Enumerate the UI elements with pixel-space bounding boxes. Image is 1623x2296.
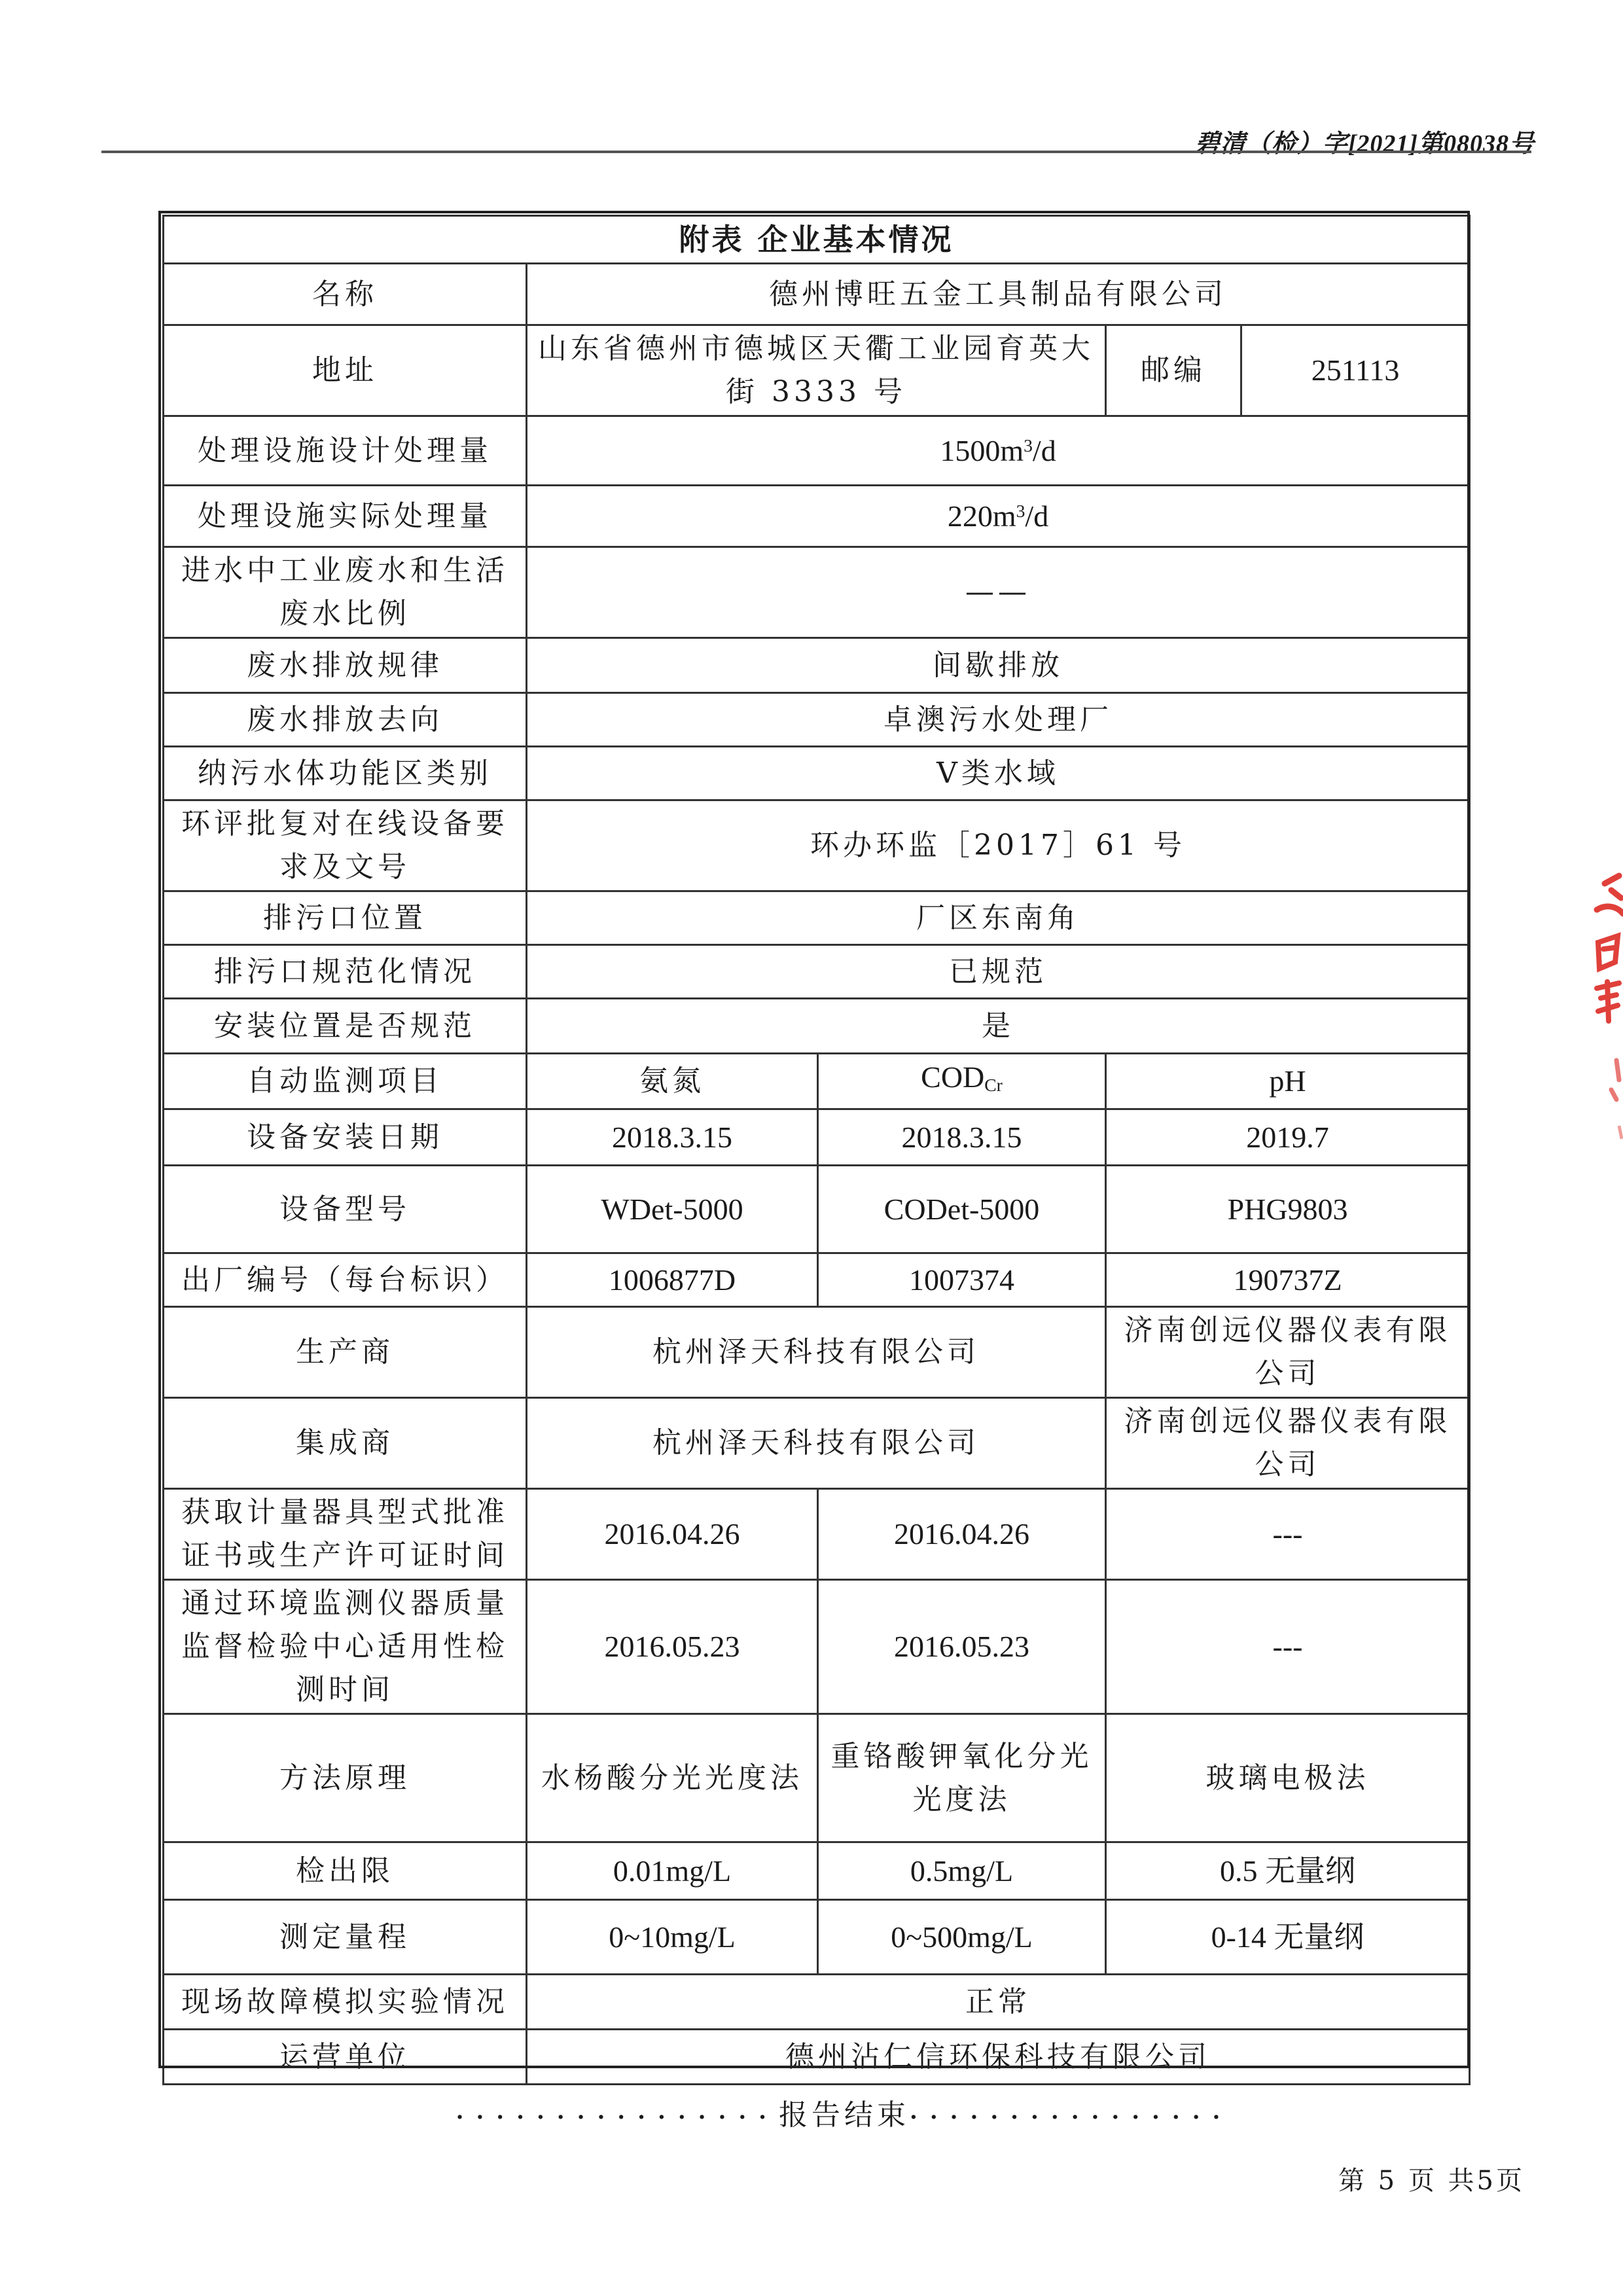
table-row <box>164 1900 1470 1975</box>
table-row <box>164 1109 1470 1166</box>
fault-sim-label: 现场故障模拟实验情况 <box>164 1975 527 2030</box>
table-row <box>164 1714 1470 1842</box>
operator-value: 德州沾仁信环保科技有限公司 <box>527 2030 1470 2085</box>
integrator-value-main: 杭州泽天科技有限公司 <box>527 1398 1106 1489</box>
table-row <box>164 1166 1470 1253</box>
table-row <box>164 693 1470 747</box>
table-row <box>164 1842 1470 1900</box>
range-ph: 0-14 无量纲 <box>1106 1900 1470 1975</box>
table-row <box>164 747 1470 800</box>
discharge-pattern-value: 间歇排放 <box>527 638 1470 693</box>
detection-limit-ammonia: 0.01mg/L <box>527 1842 818 1900</box>
install-standard-label: 安装位置是否规范 <box>164 999 527 1054</box>
postcode-value: 251113 <box>1241 325 1470 416</box>
manufacturer-label: 生产商 <box>164 1307 527 1398</box>
seal-stamp-icon <box>1585 864 1623 1145</box>
integrator-label: 集成商 <box>164 1398 527 1489</box>
address-value: 山东省德州市德城区天衢工业园育英大街 3333 号 <box>527 325 1106 416</box>
table-row <box>164 999 1470 1054</box>
table-row <box>164 800 1470 891</box>
postcode-label: 邮编 <box>1106 325 1241 416</box>
actual-capacity-unit-per-day: /d <box>1025 499 1049 533</box>
qc-date-cod: 2016.05.23 <box>818 1580 1106 1714</box>
discharge-destination-value: 卓澳污水处理厂 <box>527 693 1470 747</box>
report-end-line <box>353 2091 1335 2133</box>
end-dots-right: ················ <box>910 2104 1233 2130</box>
model-cod: CODet-5000 <box>818 1166 1106 1253</box>
table-row <box>164 638 1470 693</box>
method-label: 方法原理 <box>164 1714 527 1842</box>
design-capacity-unit-exponent: 3 <box>1024 435 1033 456</box>
table-row <box>164 891 1470 945</box>
install-standard-value: 是 <box>527 999 1470 1054</box>
install-date-label: 设备安装日期 <box>164 1109 527 1166</box>
operator-label: 运营单位 <box>164 2030 527 2085</box>
name-value: 德州博旺五金工具制品有限公司 <box>527 264 1470 325</box>
install-date-ammonia: 2018.3.15 <box>527 1109 818 1166</box>
design-capacity-label: 处理设施设计处理量 <box>164 416 527 486</box>
actual-capacity-number: 220 <box>947 499 993 533</box>
detection-limit-cod: 0.5mg/L <box>818 1842 1106 1900</box>
manufacturer-value-ph: 济南创远仪器仪表有限公司 <box>1106 1307 1470 1398</box>
qc-date-ph: --- <box>1106 1580 1470 1714</box>
method-cod: 重铬酸钾氧化分光光度法 <box>818 1714 1106 1842</box>
seal-stamp-edge <box>1585 864 1623 1145</box>
report-end-text: 报告结束 <box>779 2098 910 2132</box>
monitor-item-cod <box>818 1054 1106 1109</box>
name-label: 名称 <box>164 264 527 325</box>
table-row <box>164 945 1470 999</box>
address-label: 地址 <box>164 325 527 416</box>
eia-value: 环办环监［2017］61 号 <box>527 800 1470 891</box>
license-date-ammonia: 2016.04.26 <box>527 1489 818 1580</box>
outlet-standard-value: 已规范 <box>527 945 1470 999</box>
manufacturer-value-main: 杭州泽天科技有限公司 <box>527 1307 1106 1398</box>
table-row <box>164 1398 1470 1489</box>
table-row <box>164 547 1470 638</box>
qc-date-ammonia: 2016.05.23 <box>527 1580 818 1714</box>
qc-label: 通过环境监测仪器质量监督检验中心适用性检测时间 <box>164 1580 527 1714</box>
table-row <box>164 1580 1470 1714</box>
page-number: 第 5 页 共5页 <box>1338 2166 1525 2196</box>
header-rule <box>101 151 1531 153</box>
serial-cod: 1007374 <box>818 1253 1106 1307</box>
range-label: 测定量程 <box>164 1900 527 1975</box>
monitor-item-cod-subscript: Cr <box>984 1075 1003 1095</box>
design-capacity-unit-per-day: /d <box>1032 433 1056 467</box>
report-number: 碧清（检）字[2021]第08038号 <box>1194 130 1535 158</box>
model-ammonia: WDet-5000 <box>527 1166 818 1253</box>
design-capacity-unit: m <box>1000 433 1024 467</box>
table-row <box>164 325 1470 416</box>
monitor-item-ammonia: 氨氮 <box>527 1054 818 1109</box>
monitor-items-label: 自动监测项目 <box>164 1054 527 1109</box>
eia-label: 环评批复对在线设备要求及文号 <box>164 800 527 891</box>
fault-sim-value: 正常 <box>527 1975 1470 2030</box>
table-row <box>164 1489 1470 1580</box>
end-dots-left: ················ <box>455 2104 779 2130</box>
table-row <box>164 416 1470 486</box>
outlet-position-label: 排污口位置 <box>164 891 527 945</box>
install-date-cod: 2018.3.15 <box>818 1109 1106 1166</box>
license-date-ph: --- <box>1106 1489 1470 1580</box>
table-row <box>164 1253 1470 1307</box>
actual-capacity-value <box>527 486 1470 547</box>
design-capacity-number: 1500 <box>940 433 1001 467</box>
table-row <box>164 486 1470 547</box>
model-ph: PHG9803 <box>1106 1166 1470 1253</box>
table-row <box>164 2030 1470 2085</box>
enterprise-info-table <box>162 215 1471 2085</box>
table-row <box>164 1054 1470 1109</box>
enterprise-info-table-wrapper <box>162 215 1469 2073</box>
table-title: 附表 企业基本情况 <box>164 216 1470 264</box>
serial-ph: 190737Z <box>1106 1253 1470 1307</box>
actual-capacity-label: 处理设施实际处理量 <box>164 486 527 547</box>
outlet-standard-label: 排污口规范化情况 <box>164 945 527 999</box>
range-cod: 0~500mg/L <box>818 1900 1106 1975</box>
license-date-cod: 2016.04.26 <box>818 1489 1106 1580</box>
serial-label: 出厂编号（每台标识） <box>164 1253 527 1307</box>
table-row <box>164 264 1470 325</box>
table-row <box>164 1307 1470 1398</box>
table-row <box>164 1975 1470 2030</box>
integrator-value-ph: 济南创远仪器仪表有限公司 <box>1106 1398 1470 1489</box>
design-capacity-value <box>527 416 1470 486</box>
range-ammonia: 0~10mg/L <box>527 1900 818 1975</box>
detection-limit-ph: 0.5 无量纲 <box>1106 1842 1470 1900</box>
method-ph: 玻璃电极法 <box>1106 1714 1470 1842</box>
actual-capacity-unit-exponent: 3 <box>1016 500 1026 521</box>
ratio-value: —— <box>527 547 1470 638</box>
monitor-item-cod-text: COD <box>921 1060 985 1094</box>
water-class-value: Ⅴ类水域 <box>527 747 1470 800</box>
discharge-pattern-label: 废水排放规律 <box>164 638 527 693</box>
install-date-ph: 2019.7 <box>1106 1109 1470 1166</box>
monitor-item-ph: pH <box>1106 1054 1470 1109</box>
method-ammonia: 水杨酸分光光度法 <box>527 1714 818 1842</box>
table-row <box>164 216 1470 264</box>
water-class-label: 纳污水体功能区类别 <box>164 747 527 800</box>
discharge-destination-label: 废水排放去向 <box>164 693 527 747</box>
outlet-position-value: 厂区东南角 <box>527 891 1470 945</box>
ratio-label: 进水中工业废水和生活废水比例 <box>164 547 527 638</box>
actual-capacity-unit: m <box>992 499 1016 533</box>
model-label: 设备型号 <box>164 1166 527 1253</box>
serial-ammonia: 1006877D <box>527 1253 818 1307</box>
license-label: 获取计量器具型式批准证书或生产许可证时间 <box>164 1489 527 1580</box>
detection-limit-label: 检出限 <box>164 1842 527 1900</box>
